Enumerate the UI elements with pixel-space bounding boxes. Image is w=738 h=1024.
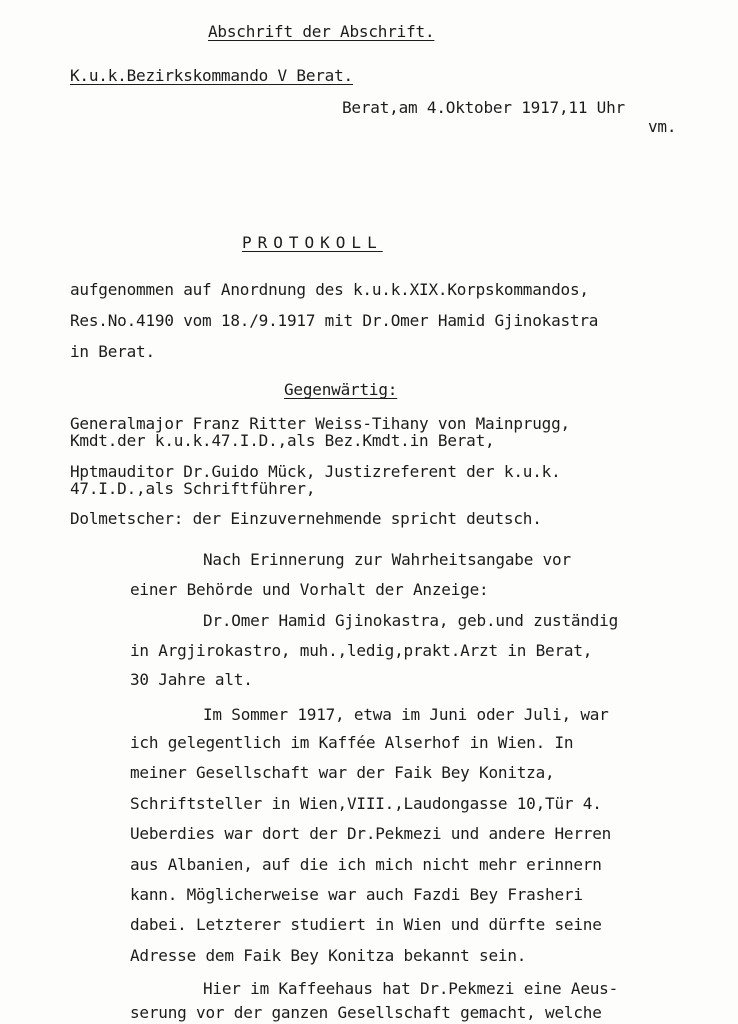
intro-line: in Berat.: [70, 342, 155, 361]
intro-line: aufgenommen auf Anordnung des k.u.k.XIX.Korpskommandos,: [70, 280, 589, 299]
present-heading: Gegenwärtig:: [284, 380, 398, 399]
body-line: meiner Gesellschaft war der Faik Bey Konitza,: [130, 763, 555, 782]
present-line: Dolmetscher: der Einzuvernehmende spricht deutsch.: [70, 509, 542, 528]
body-line: kann. Möglicherweise war auch Fazdi Bey Frasheri: [130, 885, 583, 904]
body-line: 30 Jahre alt.: [130, 670, 253, 689]
body-line: aus Albanien, auf die ich mich nicht mehr erinnern: [130, 855, 602, 874]
body-line: einer Behörde und Vorhalt der Anzeige:: [130, 580, 489, 599]
body-line: dabei. Letzterer studiert in Wien und dürfte seine: [130, 915, 602, 934]
present-line: 47.I.D.,als Schriftführer,: [70, 479, 316, 498]
body-line: Im Sommer 1917, etwa im Juni oder Juli, war: [203, 705, 609, 724]
body-line: Schriftsteller in Wien,VIII.,Laudongasse 10,Tür 4.: [130, 794, 602, 813]
present-line: Hptmauditor Dr.Guido Mück, Justizreferent der k.u.k.: [70, 462, 561, 481]
body-line: serung vor der ganzen Gesellschaft gemacht, welche: [130, 1003, 602, 1022]
body-line: Ueberdies war dort der Dr.Pekmezi und andere Herren: [130, 824, 612, 843]
protocol-title: PROTOKOLL: [242, 233, 383, 252]
body-line: in Argjirokastro, muh.,ledig,prakt.Arzt in Berat,: [130, 641, 593, 660]
copy-title: Abschrift der Abschrift.: [208, 22, 435, 41]
date-suffix: vm.: [648, 117, 677, 136]
date-line: Berat,am 4.Oktober 1917,11 Uhr: [342, 98, 625, 117]
office-heading: K.u.k.Bezirkskommando V Berat.: [70, 66, 353, 85]
body-line: Nach Erinnerung zur Wahrheitsangabe vor: [203, 550, 571, 569]
intro-line: Res.No.4190 vom 18./9.1917 mit Dr.Omer Hamid Gjinokastra: [70, 311, 599, 330]
present-line: Generalmajor Franz Ritter Weiss-Tihany von Mainprugg,: [70, 414, 570, 433]
body-line: Adresse dem Faik Bey Konitza bekannt sein.: [130, 946, 527, 965]
body-line: ich gelegentlich im Kaffée Alserhof in Wien. In: [130, 733, 574, 752]
body-line: Dr.Omer Hamid Gjinokastra, geb.und zuständig: [203, 611, 619, 630]
present-line: Kmdt.der k.u.k.47.I.D.,als Bez.Kmdt.in Berat,: [70, 431, 495, 450]
body-line: Hier im Kaffeehaus hat Dr.Pekmezi eine Aeus-: [203, 979, 619, 998]
